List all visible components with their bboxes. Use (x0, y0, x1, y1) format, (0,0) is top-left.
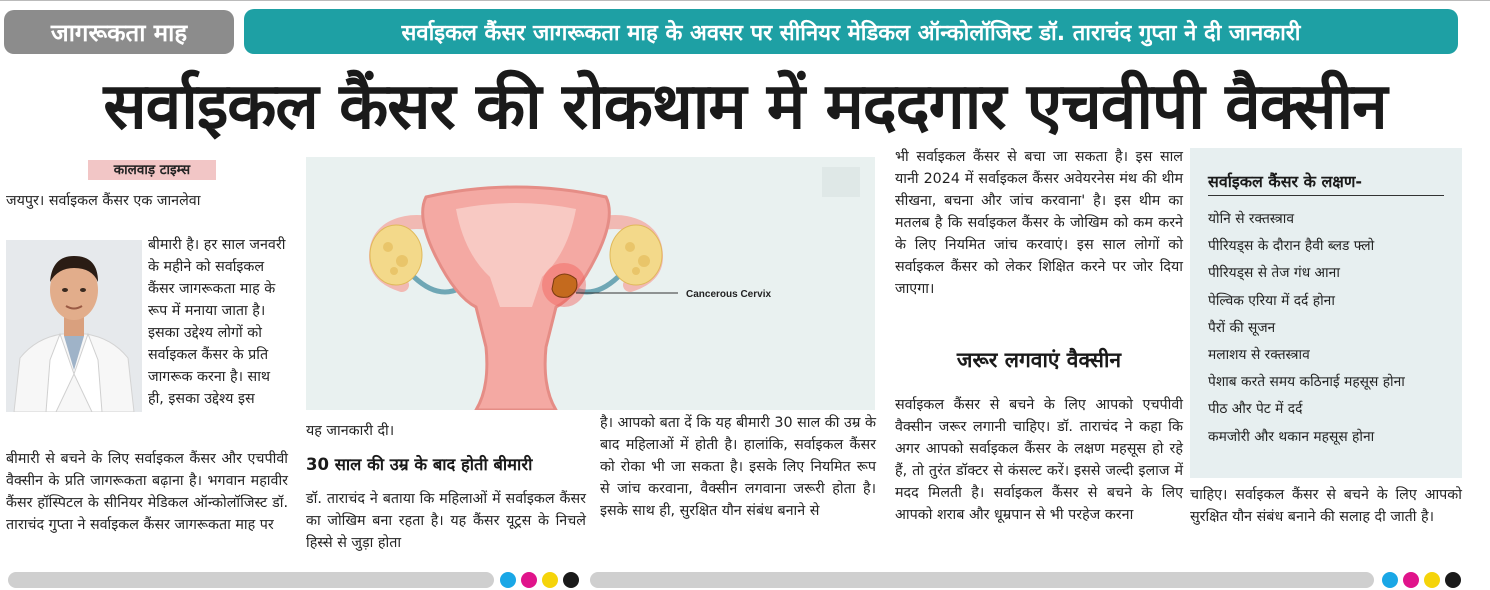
yellow-registration-dot-right (1424, 572, 1440, 588)
black-registration-dot-right (1445, 572, 1461, 588)
headline: सर्वाइकल कैंसर की रोकथाम में मददगार एचवीपी वैक्सीन (103, 70, 1387, 144)
col5-body: चाहिए। सर्वाइकल कैंसर से बचने के लिए आपको सुरक्षित यौन संबंध बनाने की सलाह दी जाती है। (1190, 487, 1462, 525)
col3-body: है। आपको बता दें कि यह बीमारी 30 साल की उम्र के बाद महिलाओं में होती है। हालांकि, सर्वाइकल कैंसर को रोका भी जा सकता है। इसके लिए नियमित रूप से जांच करवाना, वैक्सीन लगवाना जरूरी होता है। इसके साथ ही, सुरक्षित यौन संबंध बनाने से (600, 415, 876, 519)
col4-body: सर्वाइकल कैंसर से बचने के लिए आपको एचपीवी वैक्सीन जरूर लगानी चाहिए। डॉ. ताराचंद ने कहा कि अगर आपको सर्वाइकल कैंसर के लक्षण महसूस हो रहे हैं, तो तुरंत डॉक्टर से कंसल्ट करें। इससे जल्दी इलाज में मदद मिलती है। सर्वाइकल कैंसर से बचने के लिए आपको शराब और धूम्रपान से भी परहेज करना (895, 397, 1183, 523)
symptom-item: पैरों की सूजन (1208, 319, 1276, 336)
cyan-registration-dot (500, 572, 516, 588)
cervix-illustration (306, 157, 875, 410)
magenta-registration-dot (521, 572, 537, 588)
symptom-item: मलाशय से रक्तस्त्राव (1208, 346, 1310, 363)
symptom-item: पेल्विक एरिया में दर्द होना (1208, 292, 1335, 309)
col2-body: डॉ. ताराचंद ने बताया कि महिलाओं में सर्वाइकल कैंसर का जोखिम बना रहता है। यह कैंसर यूट्रस के निचले हिस्से से जुड़ा होता (306, 491, 586, 551)
byline: कालवाड़ टाइम्स (88, 160, 216, 180)
page-top-rule (0, 0, 1490, 6)
symptoms-title: सर्वाइकल कैंसर के लक्षण- (1208, 170, 1444, 196)
symptoms-list (1208, 206, 1458, 451)
cyan-registration-dot-right (1382, 572, 1398, 588)
kicker-banner: सर्वाइकल कैंसर जागरूकता माह के अवसर पर सीनियर मेडिकल ऑन्कोलॉजिस्ट डॉ. ताराचंद गुप्ता ने दी जानकारी (244, 9, 1458, 54)
section-tag: जागरूकता माह (4, 10, 234, 54)
symptom-item: पीठ और पेट में दर्द (1208, 401, 1303, 418)
symptom-item: पीरियड्स के दौरान हैवी ब्लड फ्लो (1208, 238, 1375, 255)
yellow-registration-dot (542, 572, 558, 588)
symptom-item: पेशाब करते समय कठिनाई महसूस होना (1208, 374, 1405, 391)
col1-wrap-text: बीमारी है। हर साल जनवरी के महीने को सर्वाइकल कैंसर जागरूकता माह के रूप में मनाया जाता है। इसका उद्देश्य लोगों को सर्वाइकल कैंसर के प्रति जागरूक करना है। साथ ही, इसका उद्देश्य इस (148, 237, 286, 407)
magenta-registration-dot-right (1403, 572, 1419, 588)
subhead-vaccine: जरूर लगवाएं वैक्सीन (956, 348, 1122, 372)
col1-lead: जयपुर। सर्वाइकल कैंसर एक जानलेवा (6, 193, 201, 209)
subhead-30-years: 30 साल की उम्र के बाद होती बीमारी (306, 455, 533, 474)
symptom-item: कमजोरी और थकान महसूस होना (1208, 428, 1375, 445)
print-bar-left (8, 572, 494, 588)
black-registration-dot (563, 572, 579, 588)
doctor-portrait-image (6, 240, 142, 412)
uterus-diagram-image (306, 157, 875, 410)
diagram-label: Cancerous Cervix (686, 289, 772, 300)
print-bar-right (590, 572, 1374, 588)
col2-intro: यह जानकारी दी। (306, 423, 395, 439)
doctor-photo (6, 240, 142, 412)
symptom-item: पीरियड्स से तेज गंध आना (1208, 265, 1340, 282)
col1-bottom-text: बीमारी से बचने के लिए सर्वाइकल कैंसर और एचपीवी वैक्सीन के प्रति जागरूकता बढ़ाना है। भगवान महावीर कैंसर हॉस्पिटल के सीनियर मेडिकल ऑन्कोलॉजिस्ट डॉ. ताराचंद गुप्ता ने सर्वाइकल कैंसर जागरूकता माह पर (6, 451, 288, 533)
col4-top-text: भी सर्वाइकल कैंसर से बचा जा सकता है। इस साल यानी 2024 में सर्वाइकल कैंसर अवेयरनेस मंथ की थीम सीखना, बचना और जांच करवाना' है। इस थीम का मतलब है कि सर्वाइकल कैंसर के जोखिम को कम करने के लिए नियमित जांच करवाएं। इस साल लोगों को सर्वाइकल कैंसर को लेकर शिक्षित करने पर जोर दिया जाएगा। (895, 149, 1183, 297)
symptom-item: योनि से रक्तस्त्राव (1208, 211, 1295, 227)
